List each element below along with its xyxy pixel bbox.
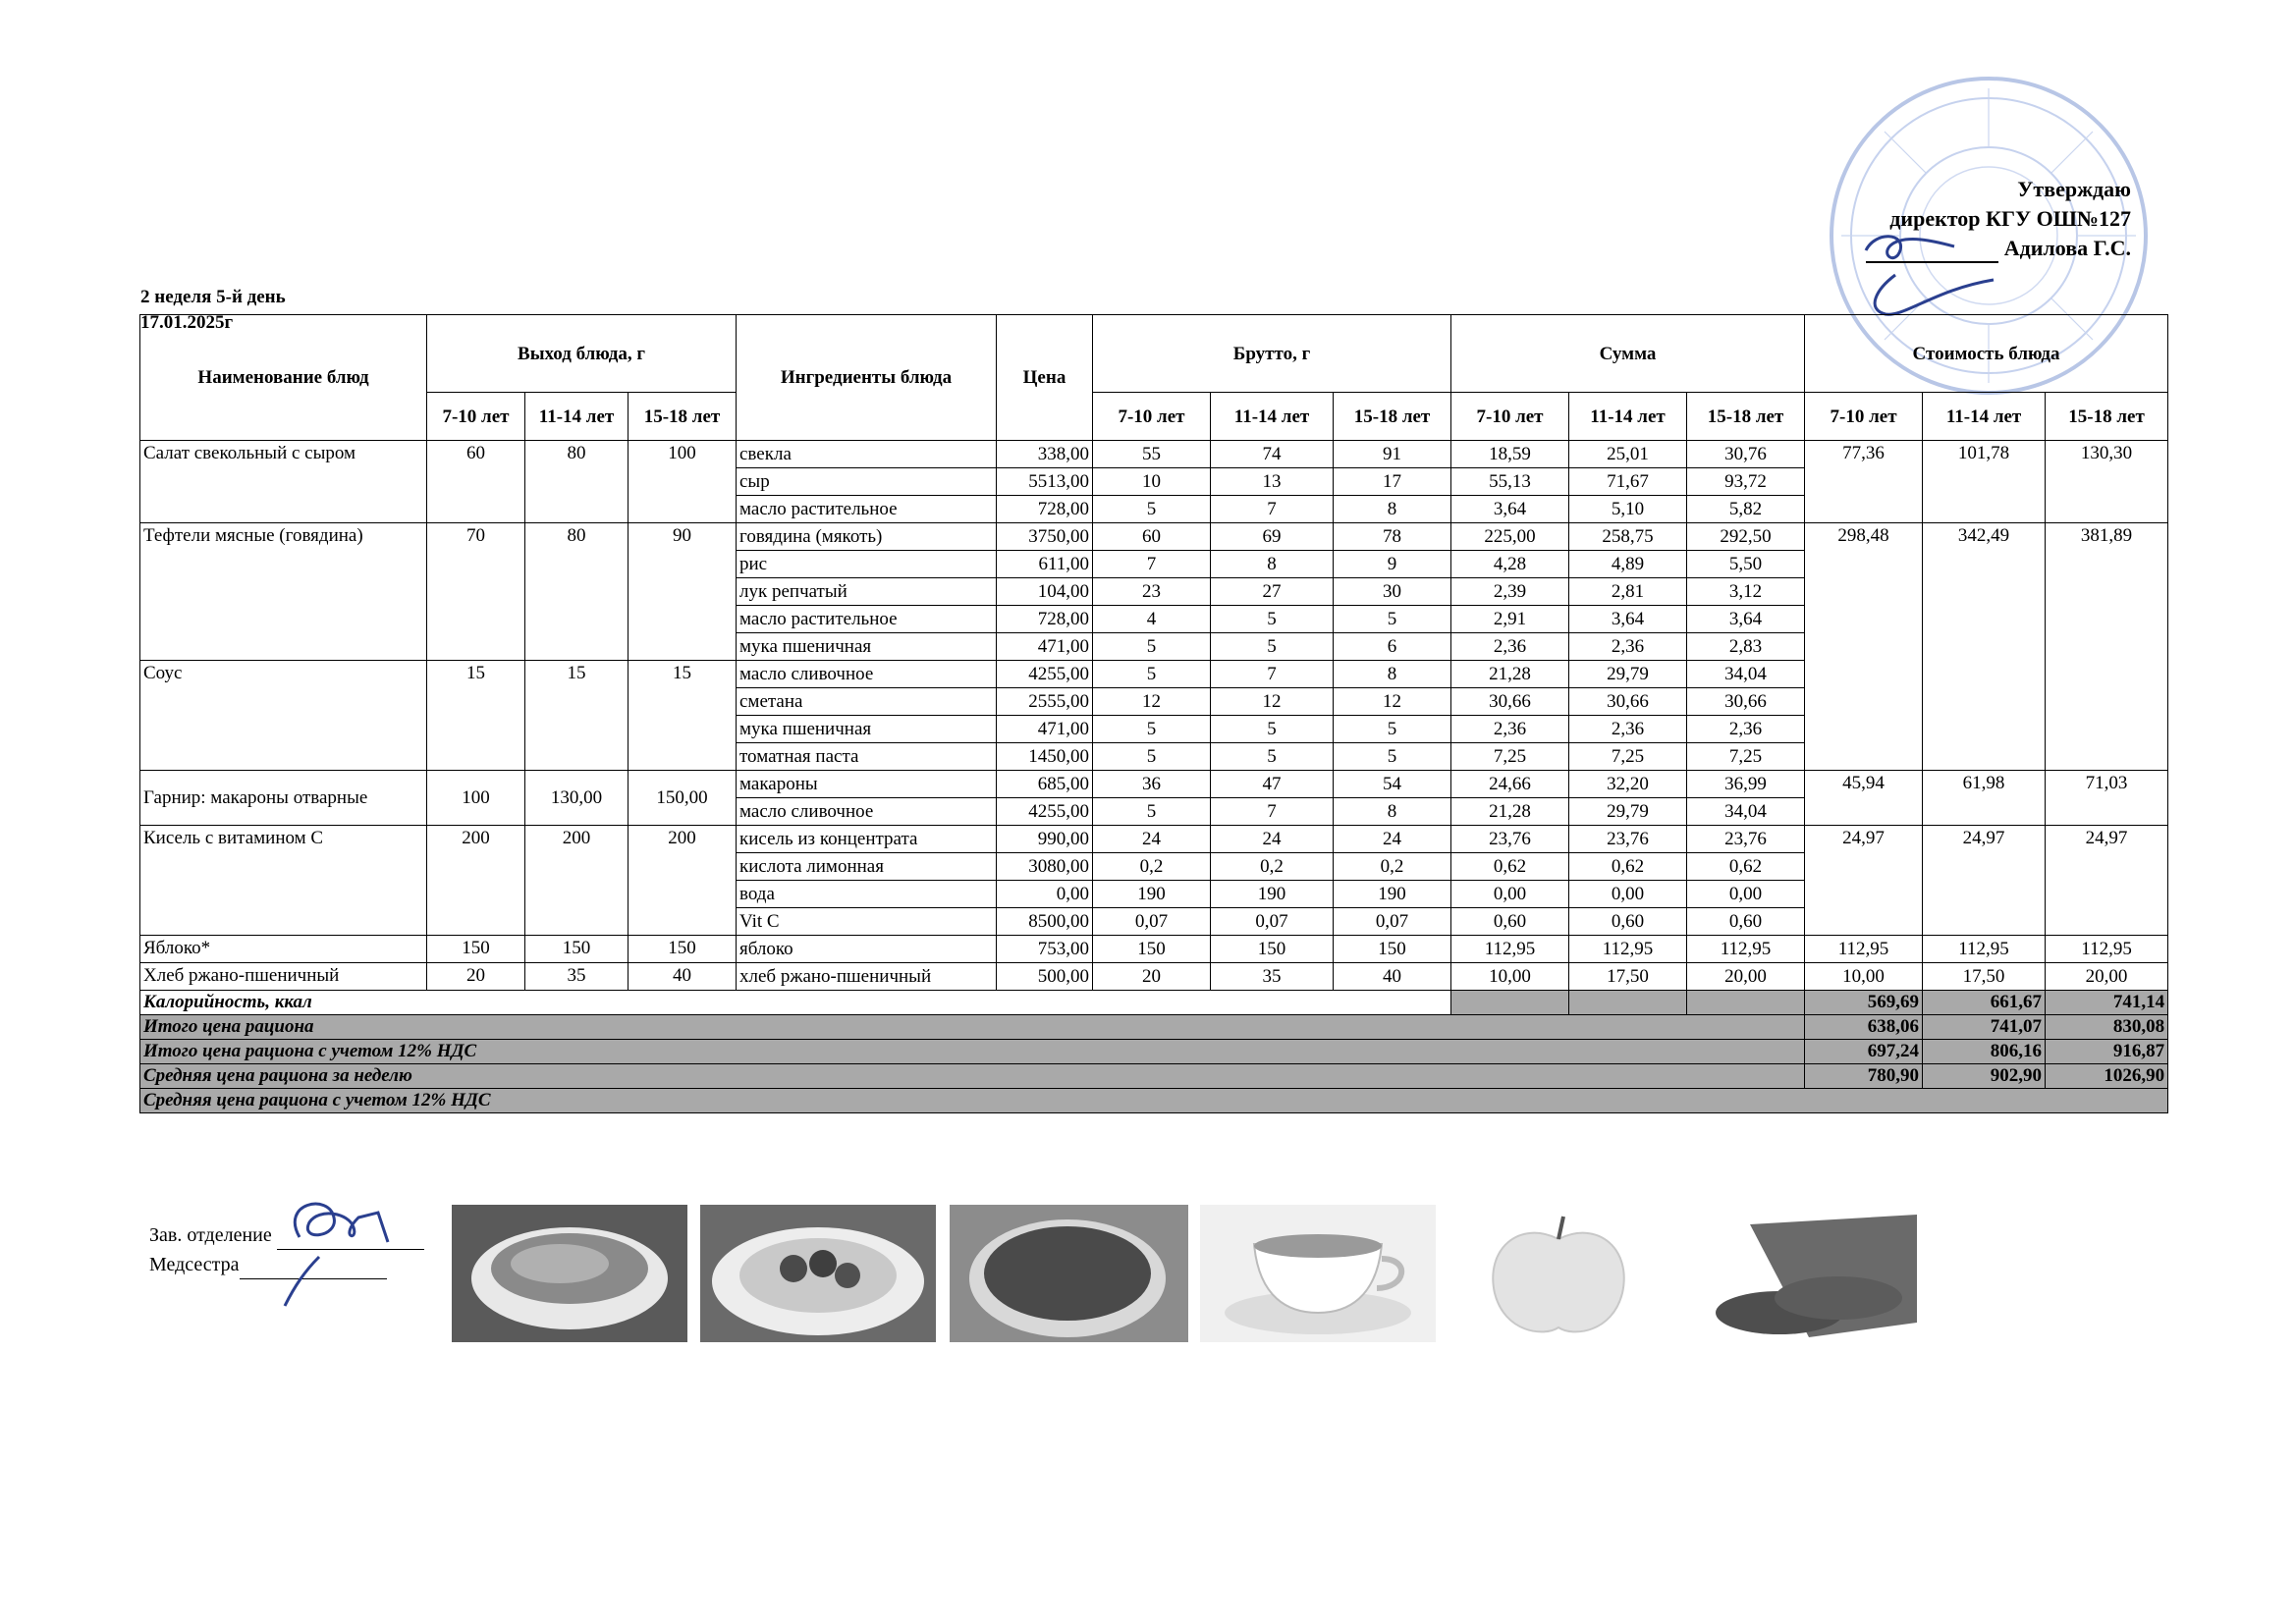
ingredient-price: 500,00 <box>997 963 1093 991</box>
ingredient-brutto: 8 <box>1334 661 1451 688</box>
ingredient-name: томатная паста <box>737 743 997 771</box>
dish-yield: 200 <box>427 826 525 936</box>
ingredient-brutto: 190 <box>1093 881 1211 908</box>
total-label: Калорийность, ккал <box>140 991 1451 1015</box>
col-brutto: Брутто, г <box>1093 315 1451 393</box>
ingredient-sum: 112,95 <box>1569 936 1687 963</box>
ingredient-sum: 0,62 <box>1687 853 1805 881</box>
dish-yield: 150 <box>525 936 629 963</box>
dish-cost: 10,00 <box>1805 963 1923 991</box>
table-row <box>140 771 2168 798</box>
ingredient-name: вода <box>737 881 997 908</box>
ingredient-brutto: 8 <box>1334 798 1451 826</box>
ingredient-sum: 32,20 <box>1569 771 1687 798</box>
week-day-label: 2 неделя 5-й день <box>140 287 286 307</box>
total-shaded-cell <box>1451 991 1569 1015</box>
ingredient-sum: 2,36 <box>1569 716 1687 743</box>
ingredient-sum: 30,66 <box>1451 688 1569 716</box>
ingredient-brutto: 0,2 <box>1093 853 1211 881</box>
ingredient-name: хлеб ржано-пшеничный <box>737 963 997 991</box>
ingredient-brutto: 55 <box>1093 441 1211 468</box>
dish-name: Соус <box>140 661 427 771</box>
ingredient-sum: 18,59 <box>1451 441 1569 468</box>
ingredient-sum: 25,01 <box>1569 441 1687 468</box>
dish-cost: 45,94 <box>1805 771 1923 826</box>
dish-yield: 70 <box>427 523 525 661</box>
ingredient-sum: 0,62 <box>1569 853 1687 881</box>
col-sum: Сумма <box>1451 315 1805 393</box>
total-value: 902,90 <box>1923 1064 2046 1089</box>
ingredient-brutto: 5 <box>1334 743 1451 771</box>
ingredient-brutto: 5 <box>1334 606 1451 633</box>
ingredient-sum: 0,60 <box>1569 908 1687 936</box>
ingredient-name: макароны <box>737 771 997 798</box>
total-shaded-cell <box>1687 991 1805 1015</box>
col-brutto-age3: 15-18 лет <box>1334 393 1451 441</box>
dish-cost: 24,97 <box>2046 826 2168 936</box>
dish-cost: 381,89 <box>2046 523 2168 771</box>
ingredient-sum: 292,50 <box>1687 523 1805 551</box>
ingredient-sum: 30,66 <box>1687 688 1805 716</box>
ingredient-sum: 30,66 <box>1569 688 1687 716</box>
dept-head-label: Зав. отделение <box>149 1224 272 1246</box>
approval-title: Утверждаю <box>2017 177 2131 201</box>
menu-date: 17.01.2025г <box>140 312 234 333</box>
dish-cost: 112,95 <box>2046 936 2168 963</box>
col-brutto-age2: 11-14 лет <box>1211 393 1334 441</box>
ingredient-sum: 0,00 <box>1569 881 1687 908</box>
ingredient-sum: 112,95 <box>1687 936 1805 963</box>
col-dish-name: Наименование блюд <box>140 315 427 441</box>
table-row <box>140 441 2168 468</box>
col-sum-age1: 7-10 лет <box>1451 393 1569 441</box>
ingredient-name: масло растительное <box>737 496 997 523</box>
ingredient-brutto: 8 <box>1334 496 1451 523</box>
dish-cost: 20,00 <box>2046 963 2168 991</box>
ingredient-price: 611,00 <box>997 551 1093 578</box>
ingredient-sum: 2,36 <box>1451 716 1569 743</box>
ingredient-sum: 4,89 <box>1569 551 1687 578</box>
dish-yield: 200 <box>629 826 737 936</box>
dish-yield: 40 <box>629 963 737 991</box>
ingredient-sum: 71,67 <box>1569 468 1687 496</box>
ingredient-name: масло сливочное <box>737 661 997 688</box>
salad-photo <box>452 1205 687 1342</box>
total-row <box>140 1040 2168 1064</box>
ingredient-name: масло растительное <box>737 606 997 633</box>
ingredient-brutto: 7 <box>1211 798 1334 826</box>
ingredient-brutto: 7 <box>1093 551 1211 578</box>
ingredient-brutto: 190 <box>1334 881 1451 908</box>
ingredient-brutto: 20 <box>1093 963 1211 991</box>
ingredient-brutto: 23 <box>1093 578 1211 606</box>
dish-cost: 77,36 <box>1805 441 1923 523</box>
ingredient-brutto: 150 <box>1211 936 1334 963</box>
ingredient-brutto: 74 <box>1211 441 1334 468</box>
ingredient-sum: 23,76 <box>1569 826 1687 853</box>
dish-name: Тефтели мясные (говядина) <box>140 523 427 661</box>
col-brutto-age1: 7-10 лет <box>1093 393 1211 441</box>
total-label: Средняя цена рациона с учетом 12% НДС <box>140 1089 2168 1113</box>
ingredient-brutto: 0,2 <box>1211 853 1334 881</box>
ingredient-sum: 5,82 <box>1687 496 1805 523</box>
dish-yield: 150 <box>427 936 525 963</box>
ingredient-price: 990,00 <box>997 826 1093 853</box>
ingredient-name: кислота лимонная <box>737 853 997 881</box>
ingredient-sum: 0,60 <box>1451 908 1569 936</box>
table-row <box>140 523 2168 551</box>
ingredient-brutto: 60 <box>1093 523 1211 551</box>
meatballs-pasta-photo <box>700 1205 936 1342</box>
ingredient-price: 8500,00 <box>997 908 1093 936</box>
ingredient-sum: 225,00 <box>1451 523 1569 551</box>
ingredient-brutto: 8 <box>1211 551 1334 578</box>
dept-head-signature <box>260 1183 457 1330</box>
ingredient-sum: 29,79 <box>1569 798 1687 826</box>
ingredient-price: 338,00 <box>997 441 1093 468</box>
col-yield-age2: 11-14 лет <box>525 393 629 441</box>
ingredient-sum: 2,81 <box>1569 578 1687 606</box>
col-cost: Стоимость блюда <box>1805 315 2168 393</box>
nurse-label: Медсестра <box>149 1254 240 1275</box>
tea-cup-photo <box>1200 1205 1436 1342</box>
ingredient-price: 753,00 <box>997 936 1093 963</box>
total-value: 741,07 <box>1923 1015 2046 1040</box>
ingredient-sum: 34,04 <box>1687 798 1805 826</box>
dish-yield: 15 <box>525 661 629 771</box>
dish-cost: 112,95 <box>1805 936 1923 963</box>
total-row <box>140 991 2168 1015</box>
ingredient-price: 4255,00 <box>997 798 1093 826</box>
col-yield-age3: 15-18 лет <box>629 393 737 441</box>
dish-name: Салат свекольный с сыром <box>140 441 427 523</box>
ingredient-name: кисель из концентрата <box>737 826 997 853</box>
dish-yield: 200 <box>525 826 629 936</box>
kissel-photo <box>950 1205 1188 1342</box>
ingredient-price: 0,00 <box>997 881 1093 908</box>
ingredient-price: 3750,00 <box>997 523 1093 551</box>
ingredient-brutto: 5 <box>1093 661 1211 688</box>
ingredient-brutto: 12 <box>1093 688 1211 716</box>
ingredient-brutto: 9 <box>1334 551 1451 578</box>
dish-yield: 130,00 <box>525 771 629 826</box>
dish-name: Яблоко* <box>140 936 427 963</box>
ingredient-brutto: 5 <box>1211 606 1334 633</box>
ingredient-sum: 23,76 <box>1687 826 1805 853</box>
dish-name: Кисель с витамином С <box>140 826 427 936</box>
ingredient-sum: 2,83 <box>1687 633 1805 661</box>
ingredient-sum: 2,36 <box>1687 716 1805 743</box>
ingredient-brutto: 5 <box>1334 716 1451 743</box>
ingredient-name: свекла <box>737 441 997 468</box>
approval-position: директор КГУ ОШ№127 <box>1889 206 2131 231</box>
ingredient-brutto: 40 <box>1334 963 1451 991</box>
ingredient-brutto: 5 <box>1093 743 1211 771</box>
ingredient-sum: 3,12 <box>1687 578 1805 606</box>
menu-table-container <box>139 314 2167 1113</box>
ingredient-brutto: 7 <box>1211 661 1334 688</box>
total-value: 830,08 <box>2046 1015 2168 1040</box>
total-row <box>140 1015 2168 1040</box>
ingredient-sum: 2,36 <box>1569 633 1687 661</box>
dish-yield: 150,00 <box>629 771 737 826</box>
col-yield: Выход блюда, г <box>427 315 737 393</box>
ingredient-brutto: 54 <box>1334 771 1451 798</box>
ingredient-sum: 23,76 <box>1451 826 1569 853</box>
ingredient-sum: 20,00 <box>1687 963 1805 991</box>
dish-name: Гарнир: макароны отварные <box>140 771 427 826</box>
ingredient-sum: 30,76 <box>1687 441 1805 468</box>
ingredient-sum: 5,50 <box>1687 551 1805 578</box>
dish-cost: 17,50 <box>1923 963 2046 991</box>
dish-yield: 100 <box>629 441 737 523</box>
ingredient-brutto: 0,07 <box>1334 908 1451 936</box>
table-row <box>140 963 2168 991</box>
col-cost-age3: 15-18 лет <box>2046 393 2168 441</box>
ingredient-sum: 21,28 <box>1451 798 1569 826</box>
ingredient-name: масло сливочное <box>737 798 997 826</box>
ingredient-sum: 0,62 <box>1451 853 1569 881</box>
ingredient-brutto: 150 <box>1093 936 1211 963</box>
ingredient-sum: 2,36 <box>1451 633 1569 661</box>
dish-yield: 60 <box>427 441 525 523</box>
ingredient-brutto: 0,07 <box>1211 908 1334 936</box>
ingredient-name: сметана <box>737 688 997 716</box>
col-sum-age3: 15-18 лет <box>1687 393 1805 441</box>
ingredient-price: 4255,00 <box>997 661 1093 688</box>
ingredient-price: 728,00 <box>997 496 1093 523</box>
ingredient-brutto: 24 <box>1093 826 1211 853</box>
ingredient-sum: 55,13 <box>1451 468 1569 496</box>
dish-yield: 20 <box>427 963 525 991</box>
ingredient-sum: 93,72 <box>1687 468 1805 496</box>
ingredient-brutto: 24 <box>1334 826 1451 853</box>
ingredient-brutto: 5 <box>1211 716 1334 743</box>
ingredient-brutto: 27 <box>1211 578 1334 606</box>
director-signature <box>1846 221 2013 329</box>
dish-yield: 100 <box>427 771 525 826</box>
dish-yield: 80 <box>525 523 629 661</box>
ingredient-sum: 34,04 <box>1687 661 1805 688</box>
ingredient-sum: 0,00 <box>1451 881 1569 908</box>
ingredient-brutto: 13 <box>1211 468 1334 496</box>
dish-cost: 71,03 <box>2046 771 2168 826</box>
dish-cost: 61,98 <box>1923 771 2046 826</box>
ingredient-sum: 3,64 <box>1687 606 1805 633</box>
ingredient-brutto: 5 <box>1211 743 1334 771</box>
total-shaded-cell <box>1569 991 1687 1015</box>
ingredient-name: лук репчатый <box>737 578 997 606</box>
ingredient-sum: 21,28 <box>1451 661 1569 688</box>
dish-name: Хлеб ржано-пшеничный <box>140 963 427 991</box>
ingredient-sum: 258,75 <box>1569 523 1687 551</box>
ingredient-brutto: 0,07 <box>1093 908 1211 936</box>
ingredient-brutto: 35 <box>1211 963 1334 991</box>
ingredient-price: 5513,00 <box>997 468 1093 496</box>
ingredient-brutto: 6 <box>1334 633 1451 661</box>
total-value: 1026,90 <box>2046 1064 2168 1089</box>
ingredient-sum: 3,64 <box>1451 496 1569 523</box>
table-row <box>140 826 2168 853</box>
ingredient-brutto: 7 <box>1211 496 1334 523</box>
ingredient-brutto: 91 <box>1334 441 1451 468</box>
ingredient-brutto: 0,2 <box>1334 853 1451 881</box>
ingredient-sum: 4,28 <box>1451 551 1569 578</box>
approval-name: Адилова Г.С. <box>2003 236 2131 260</box>
dish-yield: 80 <box>525 441 629 523</box>
dish-yield: 35 <box>525 963 629 991</box>
ingredient-sum: 2,91 <box>1451 606 1569 633</box>
ingredient-brutto: 78 <box>1334 523 1451 551</box>
ingredient-sum: 0,60 <box>1687 908 1805 936</box>
ingredient-brutto: 5 <box>1211 633 1334 661</box>
ingredient-brutto: 30 <box>1334 578 1451 606</box>
total-row <box>140 1064 2168 1089</box>
ingredient-name: Vit C <box>737 908 997 936</box>
total-label: Средняя цена рациона за неделю <box>140 1064 1805 1089</box>
ingredient-brutto: 12 <box>1211 688 1334 716</box>
col-price: Цена <box>997 315 1093 441</box>
ingredient-price: 3080,00 <box>997 853 1093 881</box>
ingredient-brutto: 17 <box>1334 468 1451 496</box>
bread-photo <box>1691 1205 1919 1342</box>
ingredient-name: яблоко <box>737 936 997 963</box>
total-value: 806,16 <box>1923 1040 2046 1064</box>
dish-cost: 298,48 <box>1805 523 1923 771</box>
total-value: 569,69 <box>1805 991 1923 1015</box>
ingredient-sum: 7,25 <box>1451 743 1569 771</box>
total-label: Итого цена рациона с учетом 12% НДС <box>140 1040 1805 1064</box>
dish-yield: 150 <box>629 936 737 963</box>
ingredient-price: 2555,00 <box>997 688 1093 716</box>
col-ingredients: Ингредиенты блюда <box>737 315 997 441</box>
ingredient-brutto: 24 <box>1211 826 1334 853</box>
ingredient-price: 685,00 <box>997 771 1093 798</box>
ingredient-brutto: 150 <box>1334 936 1451 963</box>
total-value: 916,87 <box>2046 1040 2168 1064</box>
ingredient-price: 1450,00 <box>997 743 1093 771</box>
ingredient-sum: 17,50 <box>1569 963 1687 991</box>
total-value: 697,24 <box>1805 1040 1923 1064</box>
table-row <box>140 936 2168 963</box>
ingredient-brutto: 12 <box>1334 688 1451 716</box>
dish-yield: 15 <box>629 661 737 771</box>
ingredient-price: 471,00 <box>997 633 1093 661</box>
total-row <box>140 1089 2168 1113</box>
ingredient-sum: 2,39 <box>1451 578 1569 606</box>
ingredient-name: мука пшеничная <box>737 633 997 661</box>
ingredient-brutto: 47 <box>1211 771 1334 798</box>
dish-cost: 112,95 <box>1923 936 2046 963</box>
col-sum-age2: 11-14 лет <box>1569 393 1687 441</box>
ingredient-price: 104,00 <box>997 578 1093 606</box>
ingredient-name: рис <box>737 551 997 578</box>
ingredient-sum: 7,25 <box>1687 743 1805 771</box>
ingredient-name: мука пшеничная <box>737 716 997 743</box>
ingredient-sum: 24,66 <box>1451 771 1569 798</box>
ingredient-brutto: 36 <box>1093 771 1211 798</box>
col-cost-age2: 11-14 лет <box>1923 393 2046 441</box>
ingredient-sum: 112,95 <box>1451 936 1569 963</box>
dish-cost: 24,97 <box>1923 826 2046 936</box>
ingredient-sum: 7,25 <box>1569 743 1687 771</box>
ingredient-brutto: 5 <box>1093 716 1211 743</box>
ingredient-sum: 10,00 <box>1451 963 1569 991</box>
dish-yield: 90 <box>629 523 737 661</box>
total-value: 741,14 <box>2046 991 2168 1015</box>
dish-cost: 101,78 <box>1923 441 2046 523</box>
ingredient-brutto: 5 <box>1093 798 1211 826</box>
total-value: 638,06 <box>1805 1015 1923 1040</box>
ingredient-brutto: 5 <box>1093 633 1211 661</box>
total-label: Итого цена рациона <box>140 1015 1805 1040</box>
ingredient-brutto: 4 <box>1093 606 1211 633</box>
ingredient-sum: 5,10 <box>1569 496 1687 523</box>
ingredient-name: говядина (мякоть) <box>737 523 997 551</box>
dish-yield: 15 <box>427 661 525 771</box>
ingredient-brutto: 190 <box>1211 881 1334 908</box>
dish-cost: 130,30 <box>2046 441 2168 523</box>
ingredient-sum: 36,99 <box>1687 771 1805 798</box>
dish-cost: 342,49 <box>1923 523 2046 771</box>
ingredient-price: 471,00 <box>997 716 1093 743</box>
ingredient-sum: 0,00 <box>1687 881 1805 908</box>
ingredient-sum: 3,64 <box>1569 606 1687 633</box>
col-yield-age1: 7-10 лет <box>427 393 525 441</box>
total-value: 661,67 <box>1923 991 2046 1015</box>
ingredient-brutto: 69 <box>1211 523 1334 551</box>
apple-photo <box>1470 1205 1647 1342</box>
ingredient-price: 728,00 <box>997 606 1093 633</box>
ingredient-sum: 29,79 <box>1569 661 1687 688</box>
ingredient-brutto: 10 <box>1093 468 1211 496</box>
dish-cost: 24,97 <box>1805 826 1923 936</box>
ingredient-name: сыр <box>737 468 997 496</box>
col-cost-age1: 7-10 лет <box>1805 393 1923 441</box>
total-value: 780,90 <box>1805 1064 1923 1089</box>
ingredient-brutto: 5 <box>1093 496 1211 523</box>
menu-table <box>139 314 2168 1113</box>
